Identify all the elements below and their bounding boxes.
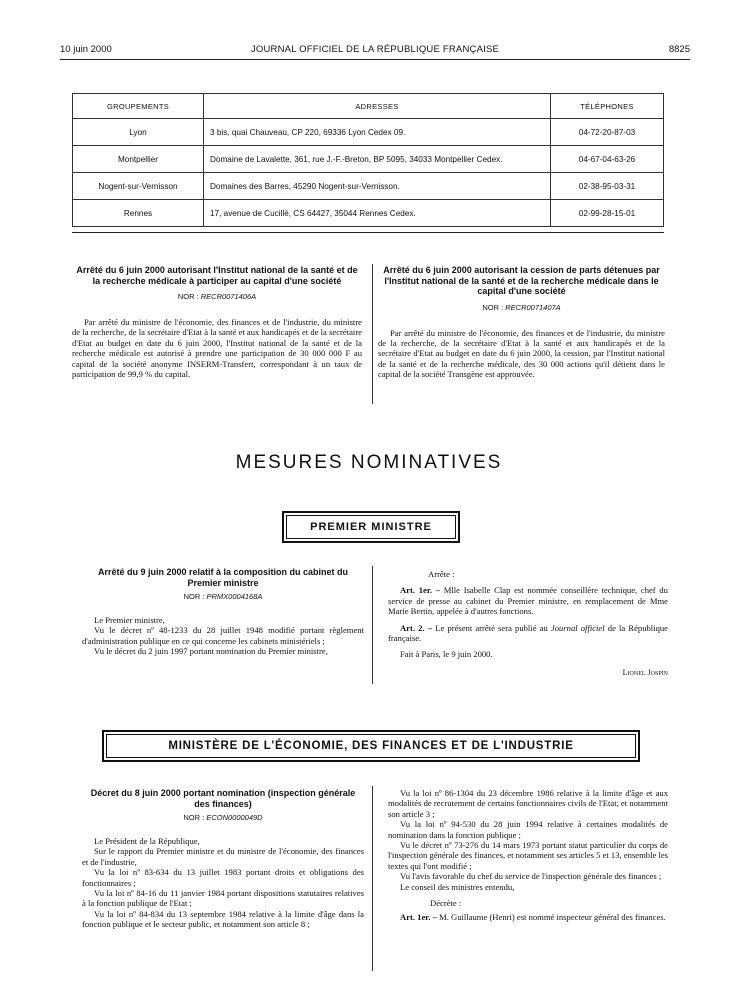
table-row [73,146,664,173]
table-row [73,173,664,200]
nor-reference: NOR : PRMX0004168A [183,592,263,601]
table-cell: 04-67-04-63-26 [551,146,664,173]
table-cell: Domaine de Lavalette, 361, rue J.-F.-Breton, BP 5095, 34033 Montpellier Cedex. [204,146,551,173]
page-header [60,44,690,58]
table-header-cell: GROUPEMENTS [73,94,204,119]
column-divider [372,264,373,404]
arrete-inserm-participation [72,265,362,379]
header-rule [60,59,690,60]
groupements-table [72,93,664,227]
arrete-inserm-cession [378,265,665,380]
table-header-cell: TÉLÉPHONES [551,94,664,119]
nor-reference: NOR : RECR0071407A [482,302,561,312]
table-header-row [73,94,664,119]
arrete-word: Arrête : [428,569,455,579]
table-cell: Domaines des Barres, 45290 Nogent-sur-Vernisson. [204,173,551,200]
arrete-title: Arrêté du 6 juin 2000 autorisant l'Institut national de la santé et de la recherche médicale à participer au capital d'une société [76,265,358,286]
decret-title: Décret du 8 juin 2000 portant nomination (inspection générale des finances) [90,788,356,809]
arrete-body: Par arrêté du ministre de l'économie, des finances et de l'industrie, du ministre de la recherche, de la secrétaire d'Etat à la santé et aux handicapés et de la secrétaire d'Etat au budget en date du 6 juin 2000, la cession, par l'Institut national de la santé et de la recherche médicale, des 30 000 actions qu'il détient dans le capital de la société Transgène est approuvée. [378,327,665,380]
column-divider [372,786,373,971]
nor-reference: NOR : RECR0071406A [177,292,257,301]
table-header-cell: ADRESSES [204,94,551,119]
header-date: 10 juin 2000 [60,44,112,55]
decrete-word: Décrète : [430,898,462,909]
table-cell: 3 bis, quai Chauveau, CP 220, 69336 Lyon Cedex 09. [204,119,551,146]
arrete-title: Arrêté du 9 juin 2000 relatif à la composition du cabinet du Premier ministre [97,567,349,588]
signature: Lionel Jospin [622,667,668,677]
table-cell: Montpellier [73,146,204,173]
page-number: 8825 [668,44,690,55]
arrete-cabinet-articles [388,569,668,678]
table-cell: 17, avenue de Cucillé, CS 64427, 35044 Rennes Cedex. [204,200,551,227]
table-cell: 02-38-95-03-31 [551,173,664,200]
section-rule [72,232,664,233]
table-cell: Nogent-sur-Vernisson [73,173,204,200]
column-divider [372,566,373,684]
decret-visas-right: Vu la loi nº 86-1304 du 23 décembre 1986 relative à la limite d'âge et aux modalités de recrutement de certains fonctionnaires civils de l'Etat, et notamment son article 3 ; Vu la loi nº 94-530 du 28 juin 1994 relative à certaines modalités de nomination dans la fonction publique ; Vu le décret nº 73-276 du 14 mars 1973 portant statut particulier du corps de l'inspection générale des finances, et notamment ses articles 5 et 13, ensemble les textes qui l'ont modifié ; Vu l'avis favorable du chef du service de l'inspection générale des finances ; Le conseil des ministres entendu, Décrète : Art. 1er. – M. Guillaume (Henri) est nommé inspecteur général des finances. [388,788,668,923]
table-cell: Rennes [73,200,204,227]
ministry-box: MINISTÈRE DE L'ÉCONOMIE, DES FINANCES ET DE L'INDUSTRIE [102,730,640,762]
arrete-body: Le Premier ministre, Vu le décret nº 48-1233 du 28 juillet 1948 modifié portant règlement d'administration publique en ce qui concerne les cabinets ministériels ; Vu le décret du 2 juin 1997 portant nomination du Premier ministre, [82,615,364,657]
table-row [73,200,664,227]
fait-a-paris: Fait à Paris, le 9 juin 2000. [400,649,493,660]
arrete-title: Arrêté du 6 juin 2000 autorisant la cession de parts détenues par l'Institut national de la santé et de la recherche médicale dans le capital d'une société [383,265,660,296]
table-cell: 04-72-20-87-03 [551,119,664,146]
article-1: Art. 1er. – Mlle Isabelle Clap est nommée conseillère technique, chef du service de presse au cabinet du Premier ministre, en remplacement de Mme Marie Bertin, appelée à d'autres fonctions. [388,585,668,617]
decret-nomination [82,788,364,930]
header-title: JOURNAL OFFICIEL DE LA RÉPUBLIQUE FRANÇAISE [250,44,500,55]
table-cell: Lyon [73,119,204,146]
arrete-cabinet [82,567,364,657]
section-heading: MESURES NOMINATIVES [235,452,503,473]
arrete-body: Par arrêté du ministre de l'économie, des finances et de l'industrie, du ministre de la recherche, de la secrétaire d'Etat à la santé et aux handicapés et de la secrétaire d'Etat au budget en date du 6 juin 2000, l'Institut national de la santé et de la recherche médicale est autorisé à prendre une participation de 30 000 000 F au capital de la société anonyme INSERM-Transfert, correspondant à un taux de participation de 99,9 % du capital. [72,317,362,380]
article-2: Art. 2. – Le présent arrêté sera publié au Journal officiel de la République française. [388,622,668,644]
table-row [73,119,664,146]
decret-visas-left: Le Président de la République, Sur le rapport du Premier ministre et du ministre de l'économie, des finances et de l'industrie, Vu la loi nº 83-634 du 13 juillet 1983 portant droits et obligations des fonctionnaires ; Vu la loi nº 84-16 du 11 janvier 1984 portant dispositions statutaires relatives à la fonction publique de l'Etat ; Vu la loi nº 84-834 du 13 septembre 1984 relative à la limite d'âge dans la fonction publique et le secteur public, et notamment son article 8 ; [82,836,364,930]
ministry-box: PREMIER MINISTRE [282,511,460,543]
nor-reference: NOR : ECON0000049D [183,813,263,822]
table-cell: 02-99-28-15-01 [551,200,664,227]
article-1: Art. 1er. – M. Guillaume (Henri) est nommé inspecteur général des finances. [400,912,666,923]
